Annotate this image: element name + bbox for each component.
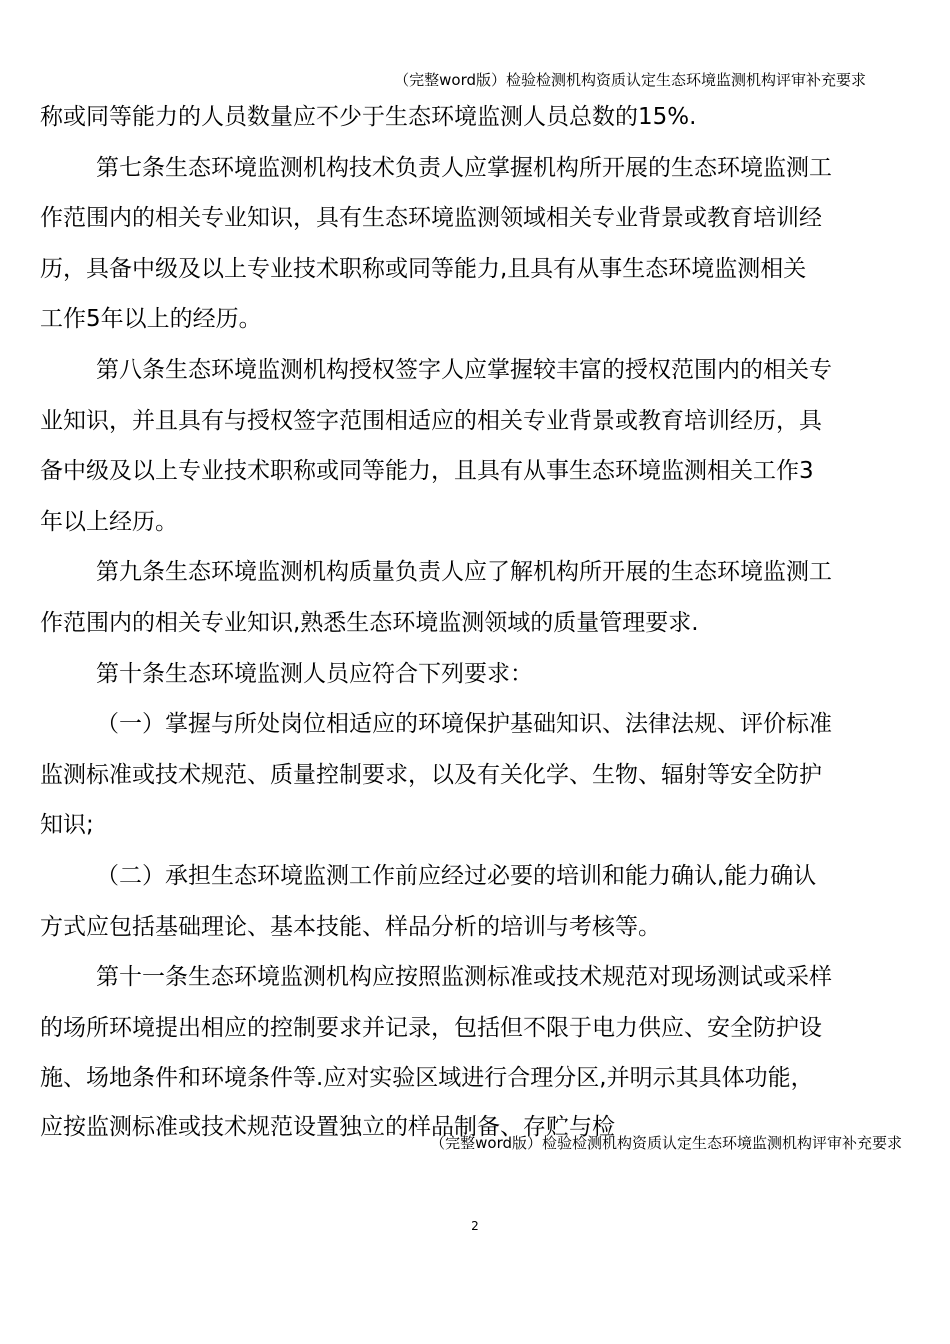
paragraph-article-8-start: 第八条生态环境监测机构授权签字人应掌握较丰富的授权范围内的相关专	[96, 356, 832, 383]
page-number: 2	[471, 1219, 479, 1233]
list-item-1-start: （一）掌握与所处岗位相适应的环境保护基础知识、法律法规、评价标准	[96, 711, 832, 738]
paragraph-article-7-start: 第七条生态环境监测机构技术负责人应掌握机构所开展的生态环境监测工	[96, 154, 832, 181]
paragraph-article-11-start: 第十一条生态环境监测机构应按照监测标准或技术规范对现场测试或采样	[96, 964, 832, 991]
list-item-2-start: （二）承担生态环境监测工作前应经过必要的培训和能力确认,能力确认	[96, 862, 817, 889]
running-footer: （完整word版）检验检测机构资质认定生态环境监测机构评审补充要求	[430, 1134, 902, 1152]
document-body	[40, 92, 918, 1140]
body-line: 应按监测标准或技术规范设置独立的样品制备、存贮与检	[40, 1113, 615, 1140]
body-line: 年以上经历。	[40, 508, 178, 535]
body-line: 业知识，并且具有与授权签字范围相适应的相关专业背景或教育培训经历，具	[40, 407, 822, 434]
body-line: 施、场地条件和环境条件等.应对实验区域进行合理分区,并明示其具体功能，	[40, 1065, 814, 1092]
body-line: 作范围内的相关专业知识,熟悉生态环境监测领域的质量管理要求.	[40, 609, 699, 636]
body-line: 工作5年以上的经历。	[40, 306, 262, 333]
body-line: 的场所环境提出相应的控制要求并记录，包括但不限于电力供应、安全防护设	[40, 1014, 822, 1041]
running-header: （完整word版）检验检测机构资质认定生态环境监测机构评审补充要求	[394, 71, 866, 89]
paragraph-article-9-start: 第九条生态环境监测机构质量负责人应了解机构所开展的生态环境监测工	[96, 559, 832, 586]
body-line: 知识;	[40, 812, 94, 839]
body-line: 历，具备中级及以上专业技术职称或同等能力,且具有从事生态环境监测相关	[40, 255, 807, 282]
body-line: 作范围内的相关专业知识，具有生态环境监测领域相关专业背景或教育培训经	[40, 205, 822, 232]
body-line: 监测标准或技术规范、质量控制要求，以及有关化学、生物、辐射等安全防护	[40, 761, 822, 788]
body-line: 方式应包括基础理论、基本技能、样品分析的培训与考核等。	[40, 913, 661, 940]
body-line: 称或同等能力的人员数量应不少于生态环境监测人员总数的15%.	[40, 104, 697, 130]
paragraph-article-10-start: 第十条生态环境监测人员应符合下列要求：	[96, 660, 533, 687]
body-line: 备中级及以上专业技术职称或同等能力，且具有从事生态环境监测相关工作3	[40, 458, 814, 485]
